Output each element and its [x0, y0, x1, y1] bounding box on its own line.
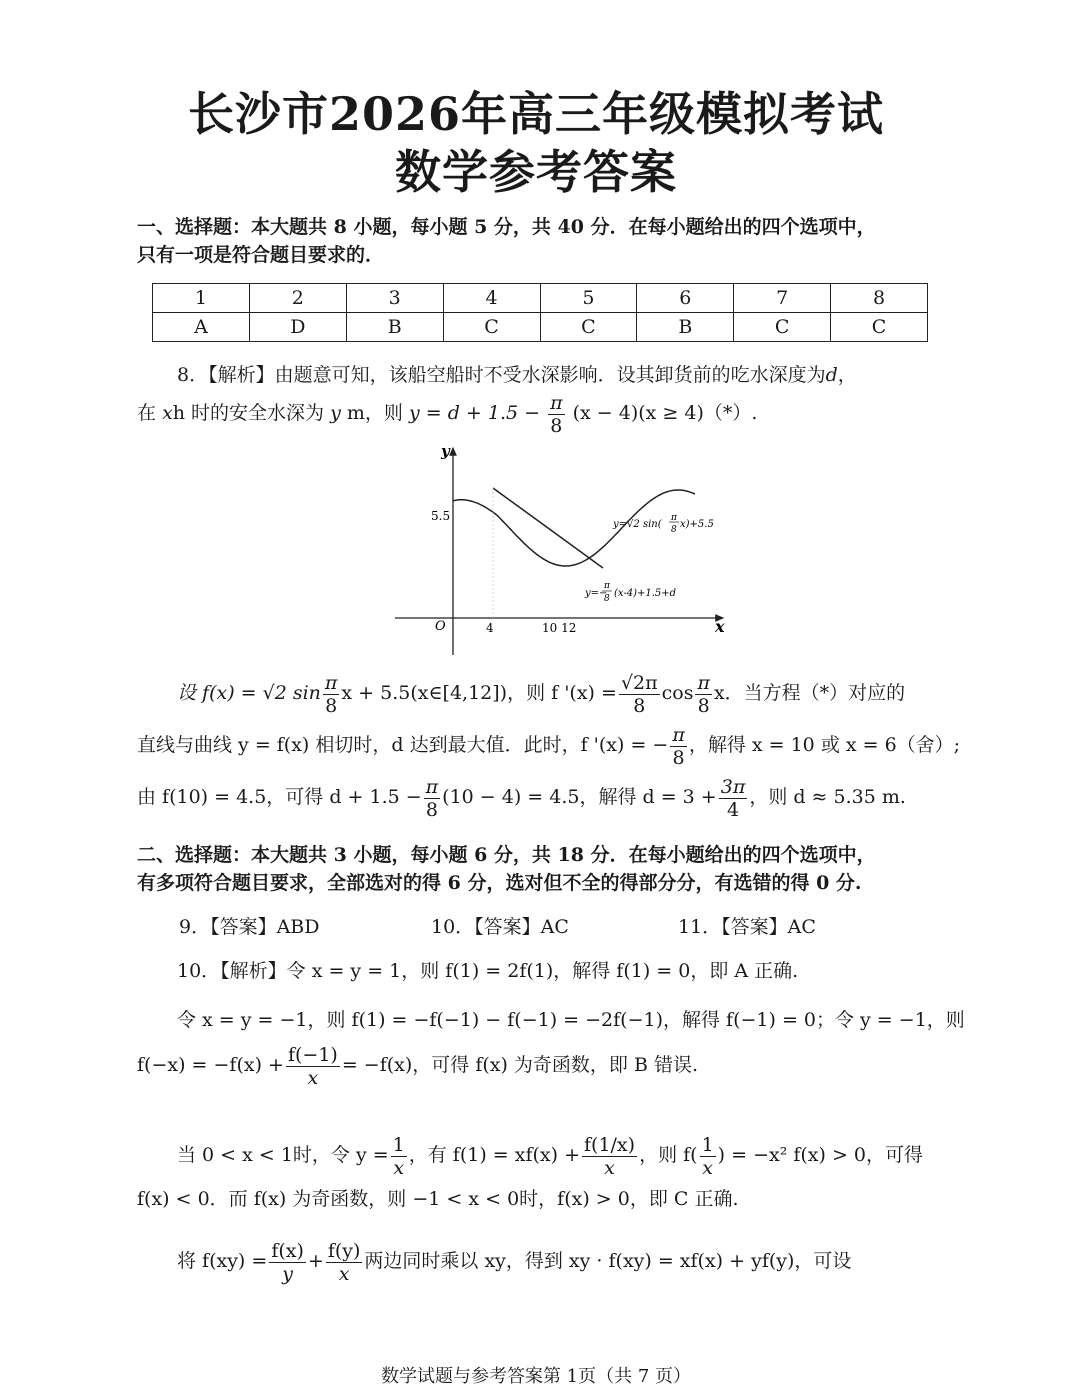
- q-answer: C: [831, 313, 928, 342]
- q10-line2: 令 x = y = −1，则 f(1) = −f(−1) − f(−1) = −2f(−1)，解得 f(−1) = 0；令 y = −1，则: [177, 1009, 965, 1031]
- page-footer: 数学试题与参考答案第 1页（共 7 页）: [380, 1366, 692, 1387]
- fraction: [286, 1044, 340, 1089]
- line-label: [584, 581, 676, 604]
- y-axis-label: y: [441, 442, 450, 460]
- frac-num: f(x): [271, 1239, 304, 1262]
- frac-den: 8: [550, 414, 563, 437]
- q-answer: B: [346, 313, 443, 342]
- frac-num: 1: [392, 1133, 405, 1156]
- answer-table-answers-row: [153, 313, 928, 342]
- math-text: ) = −x² f(x) > 0，可得: [717, 1144, 924, 1166]
- q8-var: d: [825, 364, 838, 386]
- frac-num: f(−1): [287, 1043, 338, 1066]
- answer-table-numbers-row: [153, 284, 928, 313]
- frac-den: x: [702, 1156, 713, 1179]
- q8-line1: [177, 362, 857, 388]
- q-answer: D: [249, 313, 346, 342]
- q-number: 7: [734, 284, 831, 313]
- answer-9: 9．【答案】ABD: [179, 916, 320, 938]
- q-number: 5: [540, 284, 637, 313]
- frac-num: 1: [701, 1133, 714, 1156]
- fraction: [323, 672, 340, 717]
- q8-equation: y = d + 1.5 −: [408, 402, 541, 424]
- q8-text: 在: [137, 402, 157, 424]
- math-text: 直线与曲线 y = f(x) 相切时，d 达到最大值．此时，f '(x) = −: [137, 734, 669, 756]
- q10-line6: [177, 1236, 851, 1286]
- q-answer: A: [153, 313, 250, 342]
- math-text: x．当方程（*）对应的: [713, 682, 906, 704]
- frac-num: π: [672, 723, 685, 746]
- origin-label: O: [435, 619, 446, 634]
- math-text: ，解得 x = 10 或 x = 6（舍）;: [688, 734, 961, 756]
- q-number: 3: [346, 284, 443, 313]
- answer-table: [152, 283, 928, 342]
- math-text: ，则 d ≈ 5.35 m.: [749, 786, 906, 808]
- fraction: [424, 776, 441, 821]
- q8b-line1: [177, 668, 905, 718]
- answer-11: 11．【答案】AC: [678, 916, 816, 938]
- math-text: ，有 f(1) = xf(x) +: [408, 1144, 580, 1166]
- frac-num: √2π: [620, 671, 658, 694]
- q8b-line3: [137, 772, 906, 822]
- frac-den: x: [307, 1066, 319, 1089]
- section1-line2: 只有一项是符合题目要求的．: [137, 244, 385, 266]
- curve-label-text: x)+5.5: [680, 519, 714, 530]
- x-tick-label: 10 12: [542, 621, 577, 635]
- section2-line1: 二、选择题：本大题共 3 小题，每小题 6 分，共 18 分．在每小题给出的四个选项中，: [137, 844, 876, 866]
- q-number: 6: [637, 284, 734, 313]
- frac-den: y: [282, 1262, 293, 1285]
- q10-line5: f(x) < 0．而 f(x) 为奇函数，则 −1 < x < 0时，f(x) > 0，即 C 正确.: [137, 1188, 739, 1210]
- x-axis-label: x: [715, 617, 725, 636]
- function-graph: [395, 440, 735, 660]
- math-text: 设 f(x) = √2 sin: [177, 682, 321, 704]
- line-label-text: y=−: [585, 588, 608, 599]
- math-text: = −f(x)，可得 f(x) 为奇函数，即 B 错误.: [341, 1054, 699, 1076]
- curve-label: [612, 513, 714, 535]
- q8-text: 8．【解析】由题意可知，该船空船时不受水深影响．设其卸货前的吃水深度为: [177, 364, 826, 386]
- answer-10: 10．【答案】AC: [431, 916, 569, 938]
- math-text: cos: [661, 682, 694, 704]
- math-text: 两边同时乘以 xy，得到 xy · f(xy) = xf(x) + yf(y)，可设: [364, 1250, 852, 1272]
- curve-label-num: π: [671, 513, 677, 523]
- frac-num: π: [425, 775, 439, 798]
- frac-num: f(1/x): [584, 1133, 636, 1156]
- fraction: [326, 1240, 363, 1285]
- fraction: [269, 1240, 306, 1285]
- q8-line2: [137, 390, 757, 437]
- frac-den: 8: [425, 798, 438, 821]
- curve-label-text: y=√2 sin(: [613, 519, 662, 530]
- q10-line4: [177, 1130, 923, 1180]
- q-answer: C: [540, 313, 637, 342]
- fraction: [695, 672, 712, 717]
- q10-line3: [137, 1040, 698, 1090]
- frac-den: 8: [633, 694, 646, 717]
- fraction: [670, 724, 687, 769]
- fraction: [619, 672, 660, 717]
- fraction: [548, 392, 565, 437]
- q-number: 1: [153, 284, 250, 313]
- curve-label-den: 8: [671, 525, 677, 535]
- fraction: [391, 1134, 407, 1179]
- q8b-line2: [137, 720, 960, 770]
- page-title: 长沙市2026年高三年级模拟考试: [187, 87, 885, 141]
- q-answer: C: [443, 313, 540, 342]
- math-text: x + 5.5(x∈[4,12])，则 f '(x) =: [341, 682, 617, 704]
- x-tick-label: 4: [486, 621, 494, 635]
- frac-num: π: [550, 391, 563, 414]
- frac-den: x: [393, 1156, 405, 1179]
- q8-var: y: [330, 402, 341, 424]
- q8-var: x: [162, 402, 173, 424]
- q-answer: B: [637, 313, 734, 342]
- math-text: (10 − 4) = 4.5，解得 d = 3 +: [442, 786, 717, 808]
- y-tick-label: 5.5: [431, 509, 451, 523]
- section1-line1: 一、选择题：本大题共 8 小题，每小题 5 分，共 40 分．在每小题给出的四个选项中，: [137, 216, 876, 238]
- fraction: [719, 776, 748, 821]
- q8-text: (x − 4)(x ≥ 4)（*）.: [572, 402, 758, 424]
- frac-den: 4: [726, 798, 740, 821]
- line-label-text: (x-4)+1.5+d: [614, 588, 677, 599]
- q8-text: m，则: [346, 402, 403, 424]
- math-text: f(−x) = −f(x) +: [137, 1054, 284, 1076]
- line-label-num: π: [604, 581, 610, 591]
- q8-text: h 时的安全水深为: [172, 402, 325, 424]
- math-text: +: [307, 1250, 324, 1272]
- fraction: [582, 1134, 637, 1179]
- frac-den: 8: [672, 746, 685, 769]
- q8-text: ，: [837, 364, 857, 386]
- line-label-den: 8: [604, 594, 610, 604]
- q-answer: C: [734, 313, 831, 342]
- frac-den: x: [604, 1156, 615, 1179]
- frac-num: 3π: [720, 775, 746, 798]
- frac-den: x: [338, 1262, 350, 1285]
- math-text: 当 0 < x < 1时，令 y =: [177, 1144, 389, 1166]
- frac-num: π: [324, 671, 338, 694]
- frac-num: f(y): [327, 1239, 361, 1262]
- page-subtitle: 数学参考答案: [395, 145, 677, 199]
- frac-num: π: [697, 671, 710, 694]
- q-number: 8: [831, 284, 928, 313]
- q10-line1: 10．【解析】令 x = y = 1，则 f(1) = 2f(1)，解得 f(1) = 0，即 A 正确.: [177, 960, 799, 982]
- math-text: 由 f(10) = 4.5，可得 d + 1.5 −: [137, 786, 422, 808]
- frac-den: 8: [325, 694, 338, 717]
- q-number: 2: [249, 284, 346, 313]
- section2-line2: 有多项符合题目要求，全部选对的得 6 分，选对但不全的得部分分，有选错的得 0 分.: [137, 872, 862, 894]
- math-text: ，则 f(: [639, 1144, 698, 1166]
- q-number: 4: [443, 284, 540, 313]
- math-text: 将 f(xy) =: [177, 1250, 268, 1272]
- fraction: [700, 1134, 716, 1179]
- frac-den: 8: [697, 694, 710, 717]
